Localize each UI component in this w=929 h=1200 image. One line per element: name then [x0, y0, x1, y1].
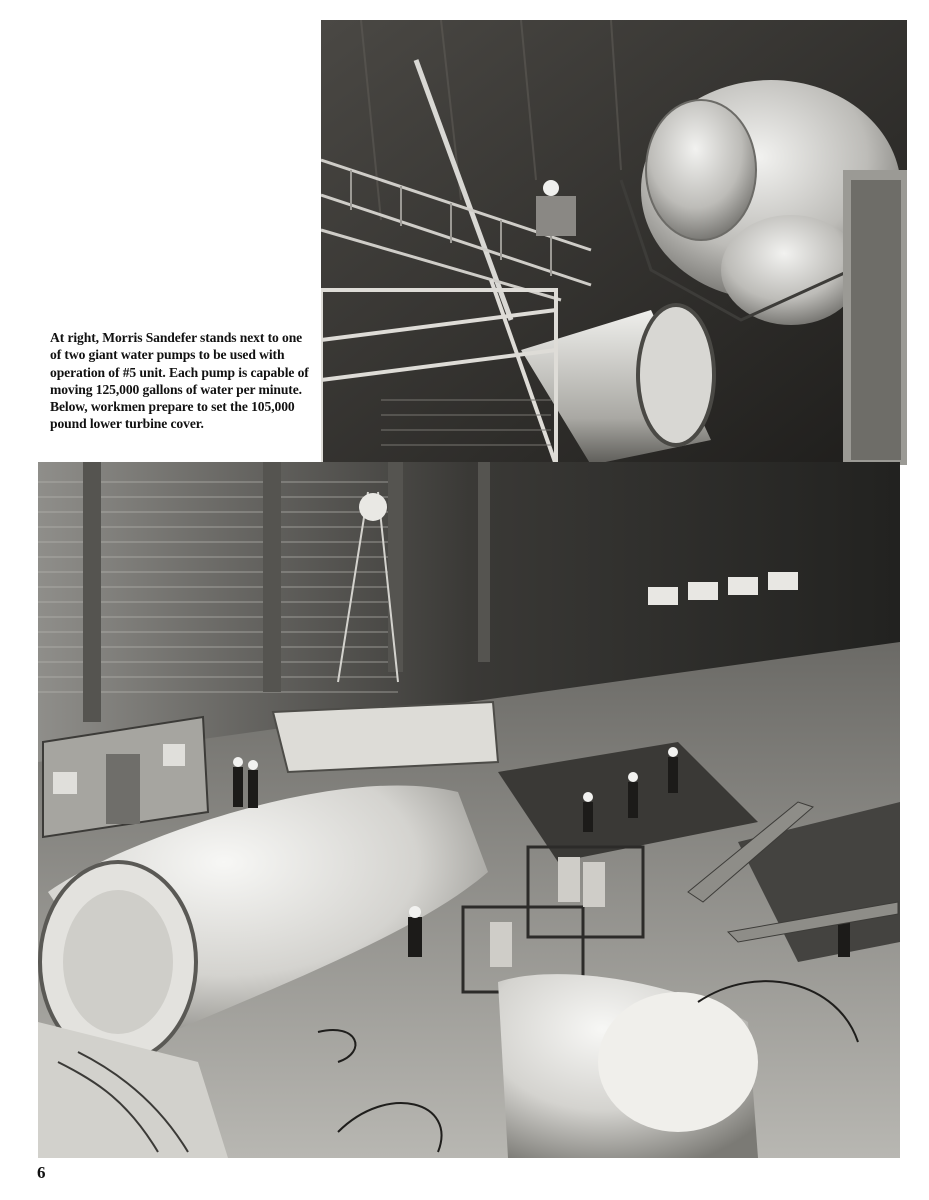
photo-caption: At right, Morris Sandefer stands next to one of two giant water pumps to be used with operation of #5 unit. Each pump is capable of moving 125,000 gallons of water per minute. Below, workmen prepare to set the 105,000 pound lower turbine cover. — [50, 330, 309, 432]
water-pump-photo — [321, 20, 907, 465]
water-pump-illustration — [321, 20, 907, 465]
turbine-hall-photo — [38, 462, 900, 1158]
turbine-hall-illustration — [38, 462, 900, 1158]
page-number: 6 — [37, 1163, 46, 1182]
